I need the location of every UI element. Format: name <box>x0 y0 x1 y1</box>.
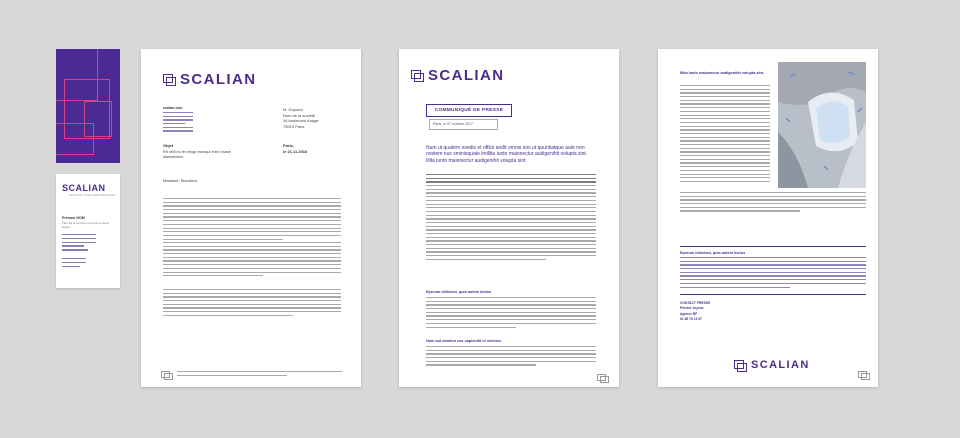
business-card-front <box>56 174 120 288</box>
footer-logo-icon <box>858 371 870 379</box>
press-release-page-2 <box>658 49 878 387</box>
letter-paragraph <box>163 242 341 279</box>
letterhead-logo <box>163 71 256 88</box>
card-tagline: SCALING YOUR PERFORMANCE <box>69 194 116 197</box>
contact-label: CONTACT PRESSE <box>680 301 711 305</box>
contact-name: Perrine Joyeux <box>680 306 704 311</box>
letter-date: le 21.11.2016 <box>283 149 308 154</box>
letter-paragraph <box>163 198 341 242</box>
recipient-line: M. Dupond <box>283 107 303 112</box>
press-release-date: Paris, le 07 octobre 2017 <box>429 119 498 130</box>
website-link[interactable]: scalian.com <box>163 106 183 110</box>
letter-paragraph <box>163 289 341 319</box>
card-person-role: Titre de la fonction sur une ou deux lignes <box>62 221 109 229</box>
subject-text: Rit nihil eu fex feugi essequi enim iriuste diamsectem <box>163 150 231 159</box>
card-address-lines <box>62 258 86 269</box>
contact-phone[interactable]: 01 85 76 12 67 <box>680 317 702 322</box>
press-contact <box>680 301 710 323</box>
logo-text: SCALIAN <box>428 67 505 84</box>
letterhead-page <box>141 49 361 387</box>
subject-label: Objet <box>163 143 174 148</box>
page3-column-text <box>680 85 770 185</box>
press-paragraph <box>426 297 596 330</box>
press-lead: Num ut quatem esedis et officii andit omnis nos ut quuntiatque aute non nostem nus sminisquate imillita iunto maionectur audigenihit volupta sint. Illita iunto maionectur audigenihit volupta sint. <box>426 145 588 164</box>
scalian-logo-icon <box>734 360 746 371</box>
logo-text: SCALIAN <box>180 71 257 88</box>
press-paragraph <box>426 346 596 368</box>
page3-wide-text <box>680 192 866 214</box>
business-card-back <box>56 49 120 163</box>
scalian-logo-icon <box>411 70 423 81</box>
section-divider <box>680 246 866 247</box>
section-divider <box>680 294 866 295</box>
press-logo <box>411 67 504 84</box>
recipient-line: 75013 Paris <box>283 123 305 129</box>
press-subhead: Num aut domino eos sapiendit re volenes <box>426 339 502 343</box>
recipient-block <box>283 107 353 129</box>
card-logo: SCALIAN <box>62 183 106 193</box>
scalian-logo-icon <box>163 74 175 85</box>
sender-address <box>163 112 193 134</box>
card-pattern-square <box>56 123 94 155</box>
card-contact-lines <box>62 234 96 253</box>
page3-subhead: Eperum nihicient, quis autem inctus <box>680 251 746 255</box>
footer-logo-icon <box>597 374 609 382</box>
press-release-title: COMMUNIQUÉ DE PRESSE <box>426 104 512 117</box>
press-release-page <box>399 49 619 387</box>
footer-logo-icon <box>161 371 173 379</box>
architecture-photo <box>778 62 866 188</box>
press-subhead: Eperum nihicient, quis autem inctus <box>426 290 492 294</box>
salutation: Madame, Monsieur, <box>163 178 199 183</box>
footer-legal-text <box>177 371 342 378</box>
page3-heading: Illita iunto maionectur audigenihit volupta sint. <box>680 71 765 75</box>
press-paragraph <box>426 174 596 263</box>
place-label: Paris, <box>283 143 294 148</box>
card-person-name: Prénom NOM <box>62 216 85 220</box>
page3-footer-logo <box>734 359 810 371</box>
recipient-line: Nom de la société <box>283 112 316 118</box>
contact-org: Agence RP <box>680 311 698 316</box>
logo-text: SCALIAN <box>751 359 810 371</box>
page3-purple-text <box>680 257 866 290</box>
skylight-image <box>778 62 866 188</box>
recipient-line: 34 boulevard Anage <box>283 118 319 124</box>
